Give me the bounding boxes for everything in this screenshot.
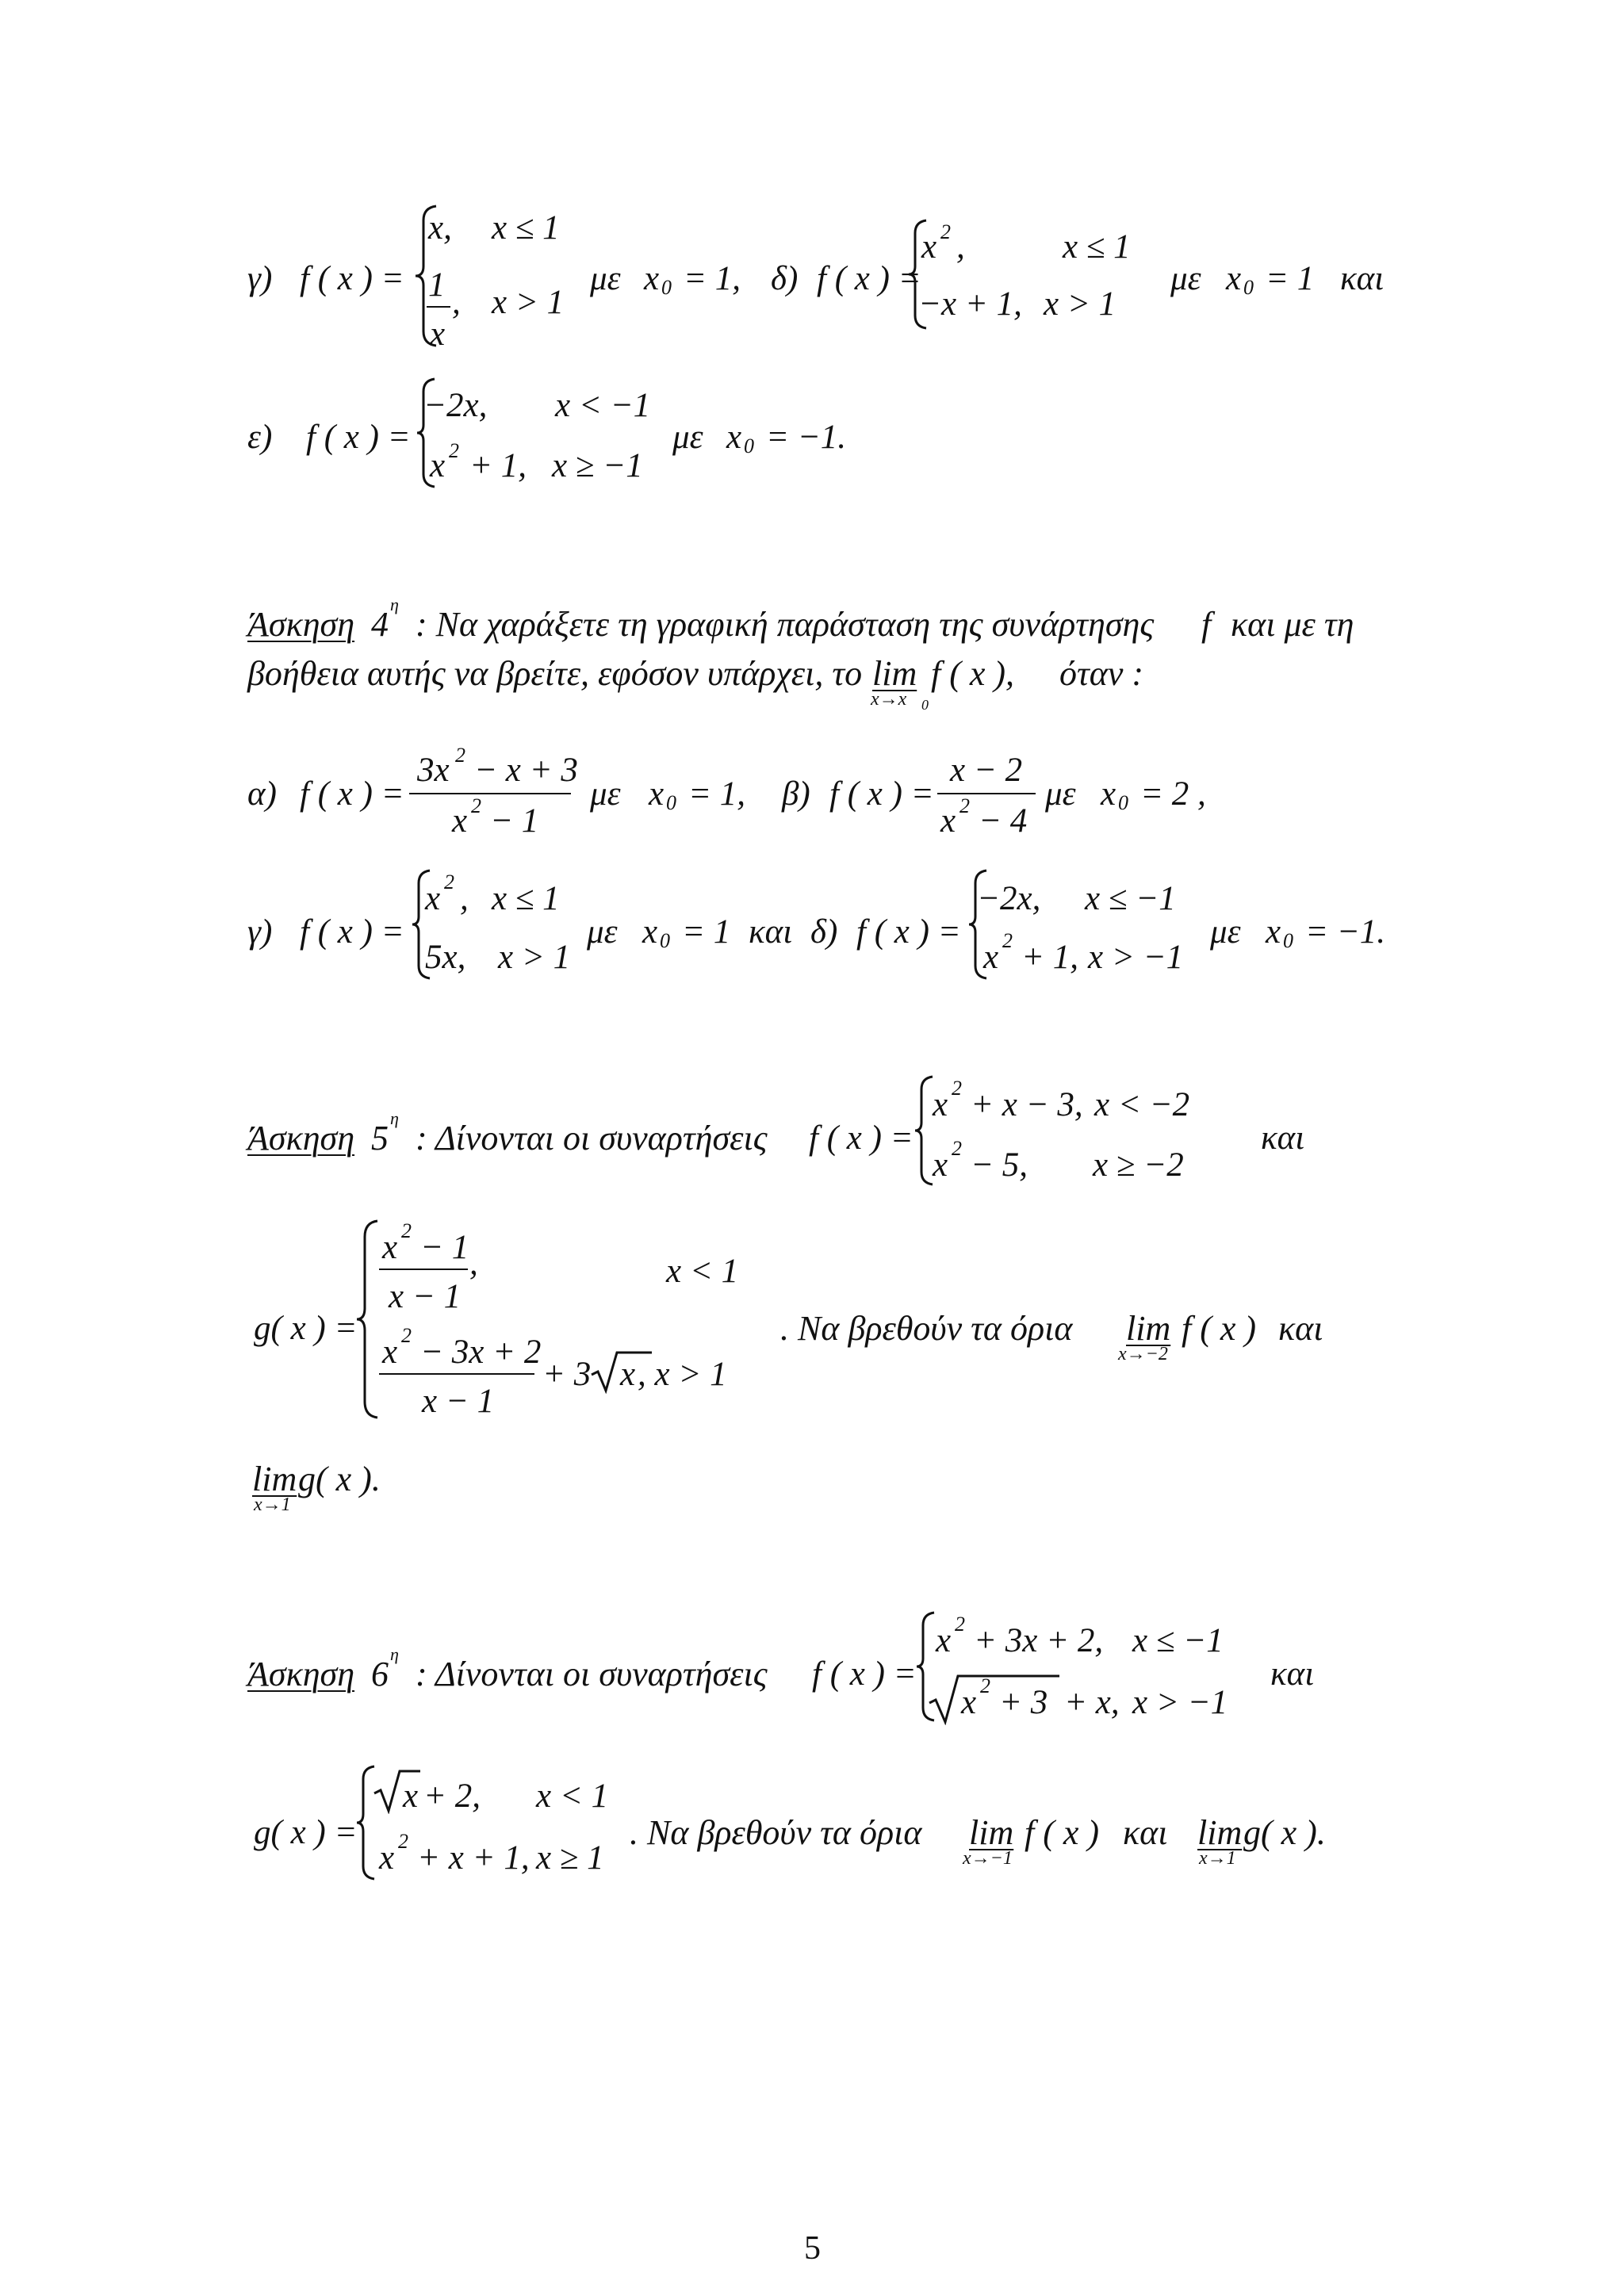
problem6-text: : Δίνονται οι συναρτήσεις [416,1655,768,1693]
with-text: με [1045,775,1076,813]
lim-operator: lim [969,1813,1014,1852]
label-gamma: γ) [247,260,273,297]
g1-numerator-tail: − 1 [420,1229,469,1266]
problem5-text: : Δίνονται οι συναρτήσεις [416,1119,768,1158]
with-text: με [590,260,621,297]
case2-tail: + x, [1064,1684,1120,1721]
numerator: 3x [417,752,450,789]
case1-condition: x < −2 [1094,1086,1190,1123]
find-limits-text: . Να βρεθούν τα όρια [780,1309,1073,1348]
problem6-heading: Άσκηση [247,1655,355,1693]
function-f: f ( x ) = [812,1655,917,1693]
label-beta: β) [782,775,810,813]
fraction-denominator: x [430,316,446,353]
case1-condition: x ≤ 1 [1063,228,1131,266]
case1-condition: x ≤ −1 [1085,880,1176,917]
lim-expression-2: g( x ). [298,1460,381,1498]
case1-expr: x [933,1086,948,1123]
case1-condition: x ≤ 1 [492,209,560,247]
and-text: και [1270,1655,1315,1693]
case2-expr: x [983,939,999,976]
with-text: με [672,419,703,456]
lim-subscript: x→−1 [963,1848,1013,1869]
function-f: f ( x ) = [817,260,921,297]
x0-subscript: 0 [1283,929,1293,952]
denominator: x [452,802,468,840]
case2-comma: , [452,284,461,321]
case2-expr: 5x, [425,939,466,976]
case2-condition: x ≥ −2 [1093,1146,1184,1184]
x0-value: = 1 [682,913,731,951]
function-letter-f: f [1201,605,1212,644]
g2-plus-coeff: + 3 [542,1356,592,1393]
case2-condition: x > 1 [498,939,571,976]
function-f: f ( x ) = [300,775,404,813]
g2-radicand: x [620,1356,636,1393]
lim-operator-2: lim [1197,1813,1243,1852]
lim-expression: f ( x ), [931,654,1015,693]
g1-denominator: x − 1 [389,1278,462,1315]
find-limits-text: . Να βρεθούν τα όρια [630,1813,922,1852]
x0-subscript: 0 [744,434,754,457]
x0-subscript: 0 [660,929,670,952]
case1-expr: x [425,880,441,917]
x0: x [1101,775,1116,813]
label-delta: δ) [771,260,799,297]
problem4-heading: Άσκηση [247,605,355,644]
g1-condition: x < 1 [536,1777,609,1815]
case1-expr: x [936,1622,952,1659]
g2-numerator: x [382,1334,398,1371]
case2-condition: x > 1 [492,284,565,321]
x0-subscript: 0 [1243,276,1254,299]
with-text: με [590,775,621,813]
case1-condition: x ≤ −1 [1132,1622,1224,1659]
x0-value: = 2 , [1140,775,1206,813]
case1-expr: −2x, [423,387,488,424]
case2-condition: x > −1 [1088,939,1184,976]
x0: x [1266,913,1281,951]
problem5-heading: Άσκηση [247,1119,355,1158]
numerator: x − 2 [950,752,1023,789]
problem6-number: 6 [371,1655,389,1693]
with-text: με [1170,260,1201,297]
g2-condition: x ≥ 1 [536,1839,604,1877]
lim-subscript-2: x→1 [254,1494,291,1515]
x0: x [644,260,660,297]
case2-expr: x [933,1146,948,1184]
case2-exponent: 2 [1002,929,1013,952]
page-number: 5 [804,2230,821,2267]
case1-comma: , [956,228,965,266]
case1-exponent: 2 [444,871,454,894]
g2-exponent: 2 [398,1830,408,1853]
denominator-exponent: 2 [471,794,481,817]
problem4-line2-end: όταν : [1059,654,1144,693]
g2-condition: , x > 1 [638,1356,727,1393]
problem4-number: 4 [371,605,389,644]
case2-exponent: 2 [449,439,459,462]
fraction-bar-g2 [379,1373,534,1375]
numerator-tail: − x + 3 [474,752,578,789]
denominator-tail: − 4 [979,802,1028,840]
case2-tail: + 1, [1021,939,1079,976]
case1-expr: x, [428,209,452,247]
problem5-ordinal: η [390,1108,399,1128]
case2-expr: x [430,447,446,484]
case2-tail: − 5, [971,1146,1028,1184]
denominator-tail: − 1 [490,802,539,840]
and-text: και [1123,1813,1168,1852]
x0: x [1226,260,1242,297]
lim-subscript: x→−2 [1118,1344,1168,1364]
case1-exponent: 2 [952,1077,962,1100]
x0-value: = −1. [766,419,847,456]
g1-tail: + 2, [423,1777,481,1815]
problem6-ordinal: η [390,1644,399,1664]
fraction-bar [409,793,571,794]
function-f: f ( x ) = [809,1119,914,1157]
x0-value: = 1 [1266,260,1315,297]
lim-operator: lim [1126,1309,1171,1348]
and-text: και [1340,260,1385,297]
g1-comma: , [469,1245,478,1282]
and-text: και [749,913,793,951]
and-text: και [1261,1119,1305,1157]
left-brace [354,1219,382,1419]
problem4-line2: βοήθεια αυτής να βρείτε, εφόσον υπάρχει, το [247,654,863,693]
with-text: με [587,913,618,951]
denominator: x [940,802,956,840]
label-epsilon: ε) [247,419,273,456]
function-g: g( x ) = [254,1310,358,1347]
lim-subscript: x→x [871,689,907,710]
x0-value: = 1, [688,775,746,813]
label-gamma: γ) [247,913,273,951]
case1-tail: + 3x + 2, [974,1622,1104,1659]
x0: x [642,913,658,951]
x0-subscript: 0 [661,276,672,299]
case1-condition: x ≤ 1 [492,880,560,917]
case1-expr: x [921,228,937,266]
with-text: με [1210,913,1241,951]
case1-comma: , [460,880,469,917]
label-alpha: α) [247,775,277,813]
function-g: g( x ) = [254,1814,358,1851]
case2-condition: x > 1 [1044,285,1116,323]
g2-numerator-exponent: 2 [401,1324,412,1347]
problem4-text-end: και με τη [1231,605,1354,644]
lim-expression: f ( x ) [1025,1813,1100,1852]
case1-tail: + x − 3, [971,1086,1083,1123]
problem5-number: 5 [371,1119,389,1158]
function-f: f ( x ) = [306,419,411,456]
case2-radicand-tail: + 3 [999,1684,1048,1721]
g1-numerator-exponent: 2 [401,1219,412,1242]
case1-exponent: 2 [940,220,951,243]
lim-operator: lim [872,654,917,693]
case2-expr: −x + 1, [918,285,1022,323]
x0-value: = −1. [1305,913,1386,951]
numerator-exponent: 2 [455,744,465,767]
case1-condition: x < −1 [555,387,651,424]
fraction-bar [937,793,1036,794]
lim-subscript-0: 0 [921,697,929,713]
function-f: f ( x ) = [300,260,404,297]
g1-numerator: x [382,1229,398,1266]
case2-tail: + 1, [469,447,527,484]
x0: x [649,775,665,813]
g2-denominator: x − 1 [422,1383,495,1420]
function-f: f ( x ) = [856,913,961,951]
case2-radicand-exponent: 2 [980,1674,990,1697]
case2-condition: x > −1 [1132,1684,1228,1721]
case2-radicand: x [961,1684,977,1721]
function-f: f ( x ) = [300,913,404,951]
and-text: και [1278,1309,1323,1348]
case1-expr: −2x, [977,880,1041,917]
case2-exponent: 2 [952,1137,962,1160]
fraction-numerator: 1 [428,266,446,304]
fraction-bar [379,1269,468,1270]
lim-expression-2: g( x ). [1243,1813,1326,1852]
problem4-text: : Να χαράξετε τη γραφική παράσταση της συνάρτησης [416,605,1155,644]
g1-condition: x < 1 [666,1253,739,1290]
lim-subscript-2: x→1 [1199,1848,1236,1869]
label-delta: δ) [810,913,838,951]
g1-radicand: x [403,1777,419,1815]
g2-numerator-tail: − 3x + 2 [420,1334,542,1371]
x0-value: = 1, [684,260,741,297]
g2-expr: x [379,1839,395,1877]
x0-subscript: 0 [666,791,676,814]
lim-expression: f ( x ) [1182,1309,1257,1348]
fraction-bar [427,306,450,308]
case1-exponent: 2 [955,1613,965,1636]
g2-tail: + x + 1, [417,1839,530,1877]
lim-operator-2: lim [252,1460,297,1498]
x0: x [726,419,742,456]
denominator-exponent: 2 [959,794,970,817]
x0-subscript: 0 [1118,791,1128,814]
problem4-ordinal: η [390,595,399,614]
function-f: f ( x ) = [829,775,934,813]
case2-condition: x ≥ −1 [552,447,643,484]
